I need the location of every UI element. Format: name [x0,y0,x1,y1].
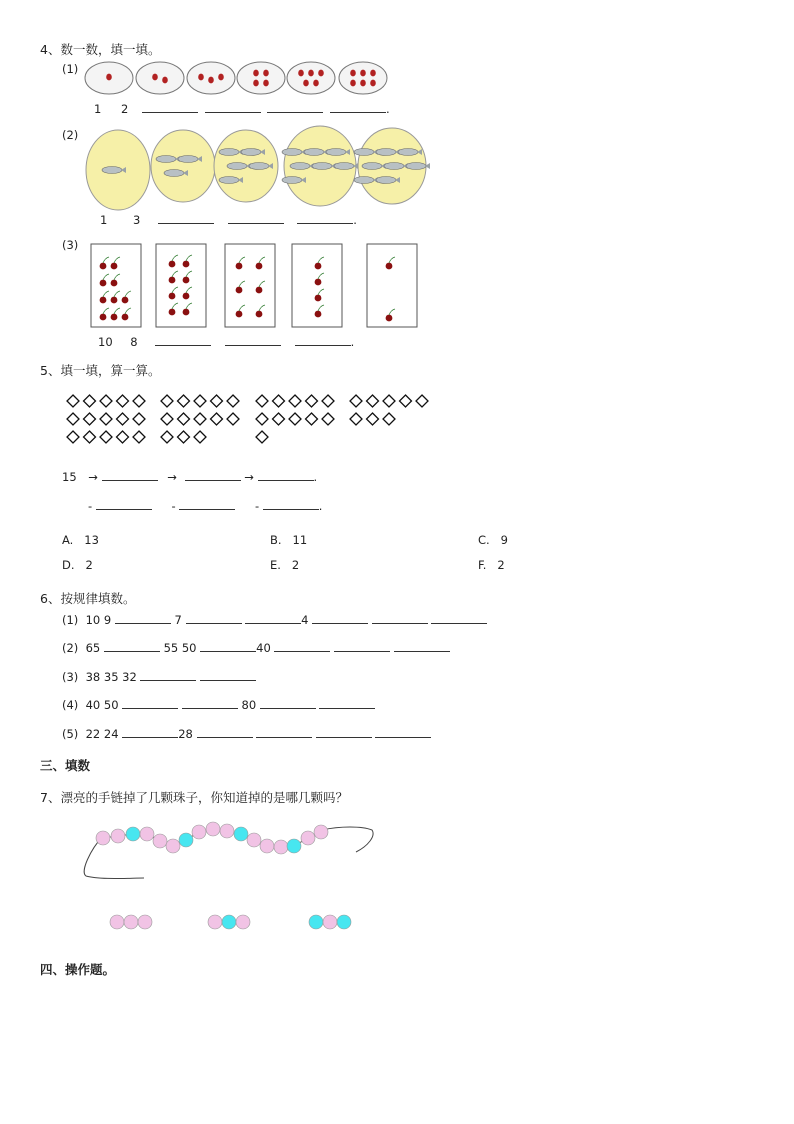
section-3-heading: 三、填数 [40,758,91,773]
q4-part3-label: (3) [62,238,79,252]
q4-part2-n2: 3 [132,213,141,227]
option-b[interactable]: B. 11 [270,533,308,547]
option-a[interactable]: A. 13 [62,533,99,547]
q4-part1-n1: 1 [94,102,102,116]
pink-bead [301,831,315,845]
period: . [353,213,357,227]
pink-bead [220,824,234,838]
minus-sign: - [254,499,260,513]
q6-row-5: (5) 22 24 28 [62,725,431,741]
pink-bead [96,831,110,845]
q6-title: 6、按规律填数。 [40,591,136,606]
q4-part1-label: (1) [62,62,79,76]
cyan-bead [287,839,301,853]
pink-bead [192,825,206,839]
pink-bead [111,829,125,843]
pink-bead [110,915,124,929]
cyan-bead [222,915,236,929]
pink-bead [274,840,288,854]
arrow-icon: → [167,470,177,484]
option-e[interactable]: E. 2 [270,558,300,572]
period: . [350,335,355,349]
cyan-bead [337,915,351,929]
q4-part2-n1: 1 [100,213,108,227]
q6-row-3: (3) 38 35 32 [62,668,256,684]
period: . [385,102,390,116]
pink-bead [138,915,152,929]
q6-row-2: (2) 65 55 50 40 [62,639,450,655]
pink-bead [208,915,222,929]
q4-part1-n2: 2 [120,102,129,116]
minus-sign: - [171,499,176,513]
period: . [313,470,318,484]
pink-bead [314,825,328,839]
pink-bead [124,915,138,929]
period: . [318,499,323,513]
pink-bead [166,839,180,853]
minus-sign: - [88,499,93,513]
option-f[interactable]: F. 2 [478,558,505,572]
q5-title: 5、填一填，算一算。 [40,363,161,378]
cyan-bead [309,915,323,929]
q4-part3-n2: 8 [130,335,138,349]
option-d[interactable]: D. 2 [62,558,93,572]
arrow-icon: → [244,470,254,484]
cyan-bead [179,833,193,847]
q4-part2-label: (2) [62,128,79,142]
pink-bead [236,915,250,929]
q5-start: 15 [62,470,77,484]
q7-title: 7、漂亮的手链掉了几颗珠子，你知道掉的是哪几颗吗？ [40,790,348,805]
q6-row-1: (1) 10 9 7 4 [62,611,487,627]
pink-bead [140,827,154,841]
bracelet-string-left [84,836,144,879]
pink-bead [260,839,274,853]
bracelet-string-right [322,827,373,852]
section-4-heading: 四、操作题。 [40,962,116,977]
arrow-icon: → [88,470,98,484]
q6-row-4: (4) 40 50 80 [62,696,375,712]
pink-bead [247,833,261,847]
q4-part3-n1: 10 [98,335,113,349]
pink-bead [323,915,337,929]
q4-title: 4、数一数，填一填。 [40,42,161,57]
pink-bead [153,834,167,848]
cyan-bead [234,827,248,841]
option-c[interactable]: C. 9 [478,533,508,547]
pink-bead [206,822,220,836]
cyan-bead [126,827,140,841]
